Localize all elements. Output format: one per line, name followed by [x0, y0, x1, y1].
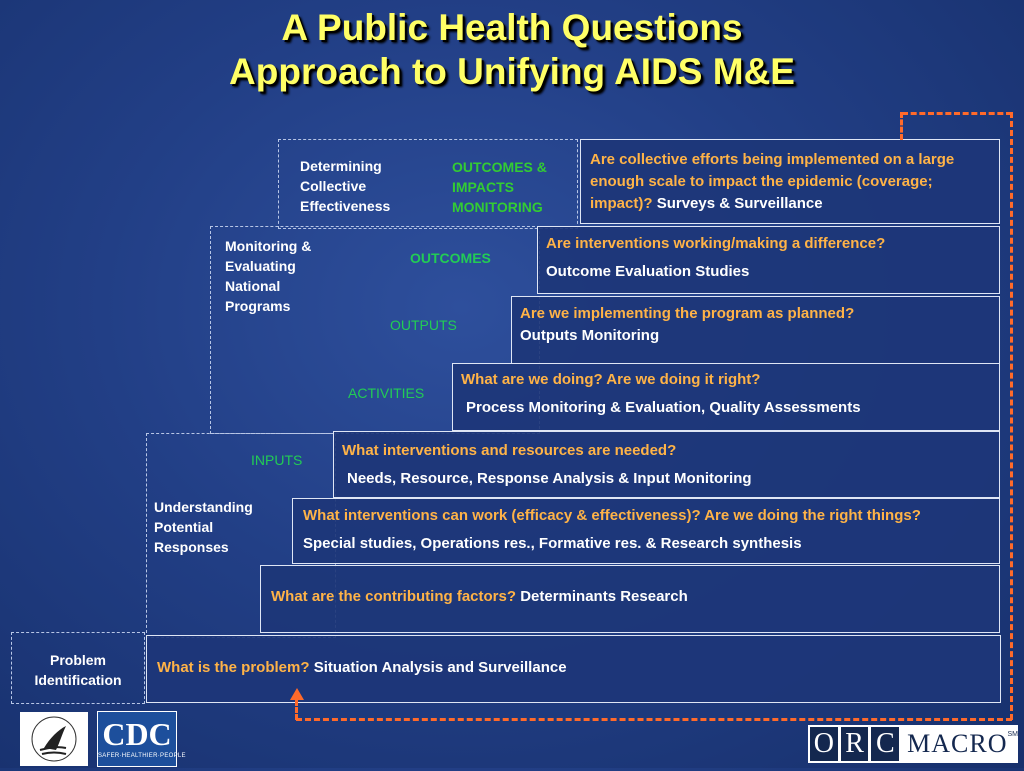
group-label-collective: Determining Collective Effectiveness [300, 158, 391, 214]
step-answer: Outputs Monitoring [520, 327, 660, 344]
stage-outcomes: OUTCOMES [410, 250, 491, 266]
step-answer: Outcome Evaluation Studies [546, 263, 750, 280]
step-box-activities [452, 363, 1000, 431]
hhs-logo [20, 712, 88, 766]
step-answer: Determinants Research [520, 588, 688, 605]
loop-up-segment [295, 700, 298, 720]
step-answer: Special studies, Operations res., Formative res. & Research synthesis [303, 535, 802, 552]
orc-letter-r: R [841, 727, 869, 761]
step-question: What interventions can work (efficacy & effectiveness)? Are we doing the right things? [303, 507, 921, 524]
stage-outcomes-impacts: OUTCOMES & IMPACTS MONITORING [452, 159, 547, 215]
step-question: Are collective efforts being implemented on a large enough scale to impact the epidemic (coverage; impact)? [590, 151, 955, 212]
group-label-national: Monitoring & Evaluating National Programs [225, 238, 312, 314]
group-label-understanding: Understanding Potential Responses [154, 499, 253, 555]
macro-sm-mark: SM [1007, 731, 1019, 738]
step-box-problem [146, 635, 1001, 703]
step-question: What are the contributing factors? [271, 588, 517, 605]
step-question: What interventions and resources are needed? [342, 442, 677, 459]
loop-bottom-segment [296, 718, 1012, 721]
step-answer: Process Monitoring & Evaluation, Quality Assessments [466, 399, 861, 416]
step-box-inputs [333, 431, 1000, 498]
stage-outputs: OUTPUTS [390, 317, 457, 333]
title-line-2: Approach to Unifying AIDS M&E [229, 51, 795, 92]
orc-letter-c: C [871, 727, 899, 761]
cdc-logo [97, 711, 186, 767]
step-answer: Surveys & Surveillance [656, 195, 823, 212]
page-title [0, 6, 1024, 94]
arrowhead-up-icon [290, 688, 304, 700]
cdc-tagline: SAFER·HEALTHIER·PEOPLE [98, 753, 186, 759]
step-question: Are interventions working/making a difference? [546, 235, 886, 252]
group-label-problem: Problem Identification [34, 652, 122, 688]
macro-wordmark: MACRO [907, 729, 1008, 758]
loop-left-stub [900, 112, 903, 140]
hhs-eagle-icon [20, 712, 88, 766]
loop-top-segment [902, 112, 1012, 115]
step-question: What is the problem? [157, 659, 310, 676]
step-question: Are we implementing the program as planned? [520, 305, 855, 322]
step-answer: Needs, Resource, Response Analysis & Input Monitoring [347, 470, 752, 487]
step-box-outputs [511, 296, 1000, 364]
loop-right-segment [1010, 112, 1013, 720]
step-answer: Situation Analysis and Surveillance [313, 659, 567, 676]
orc-letter-o: O [810, 727, 838, 761]
step-question: What are we doing? Are we doing it right? [461, 371, 761, 388]
step-box-contributing-factors [260, 565, 1000, 633]
title-line-1: A Public Health Questions [281, 7, 743, 48]
cdc-wordmark: CDC [102, 716, 172, 752]
step-box-efficacy [292, 498, 1000, 564]
stage-activities: ACTIVITIES [348, 385, 425, 401]
stage-inputs: INPUTS [251, 452, 303, 468]
step-box-outcomes [537, 226, 1000, 294]
orc-macro-logo [808, 725, 1018, 763]
step-box-coverage-impact [580, 139, 1000, 224]
